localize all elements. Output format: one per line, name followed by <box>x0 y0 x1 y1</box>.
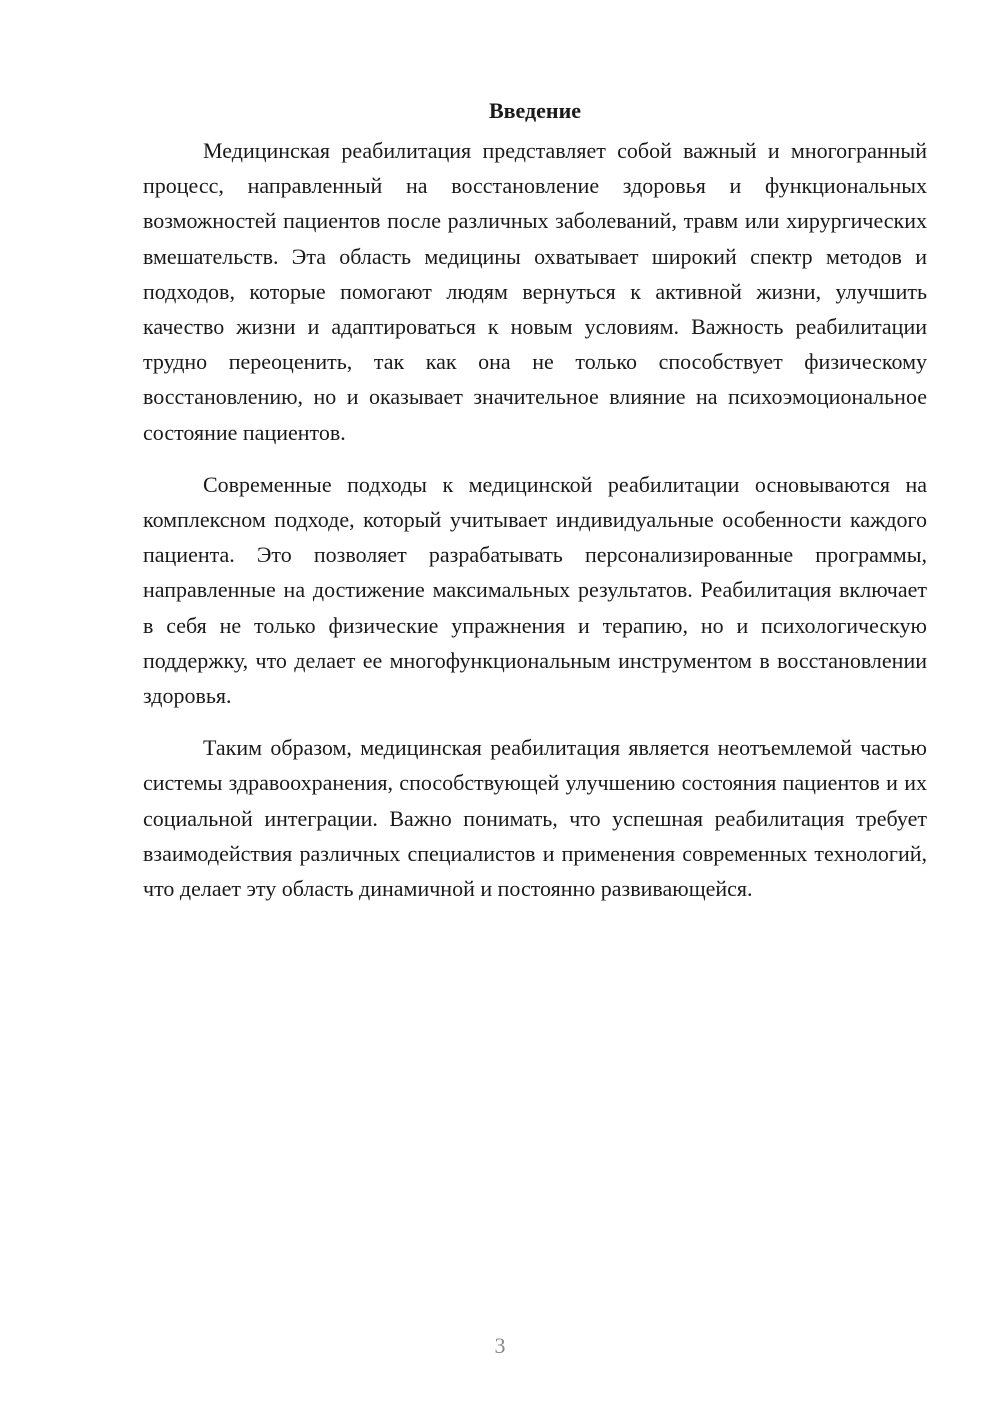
page-body <box>143 95 927 923</box>
paragraph-2: Современные подходы к медицинской реабилитации основываются на комплексном подходе, который учитывает индивидуальные особенности каждого пациента. Это позволяет разрабатывать персонализированные программы, направленные на достижение максимальных результатов. Реабилитация включает в себя не только физические упражнения и терапию, но и психологическую поддержку, что делает ее многофункциональным инструментом в восстановлении здоровья. <box>143 471 927 709</box>
paragraph-1: Медицинская реабилитация представляет собой важный и многогранный процесс, направленный на восстановление здоровья и функциональных возможностей пациентов после различных заболеваний, травм или хирургических вмешательств. Эта область медицины охватывает широкий спектр методов и подходов, которые помогают людям вернуться к активной жизни, улучшить качество жизни и адаптироваться к новым условиям. Важность реабилитации трудно переоценить, так как она не только способствует физическому восстановлению, но и оказывает значительное влияние на психоэмоциональное состояние пациентов. <box>143 138 927 445</box>
paragraph-3: Таким образом, медицинская реабилитация является неотъемлемой частью системы здравоохранения, способствующей улучшению состояния пациентов и их социальной интеграции. Важно понимать, что успешная реабилитация требует взаимодействия различных специалистов и применения современных технологий, что делает эту область динамичной и постоянно развивающейся. <box>143 735 927 902</box>
section-heading: Введение <box>488 98 582 123</box>
page-number: 3 <box>494 1333 506 1358</box>
